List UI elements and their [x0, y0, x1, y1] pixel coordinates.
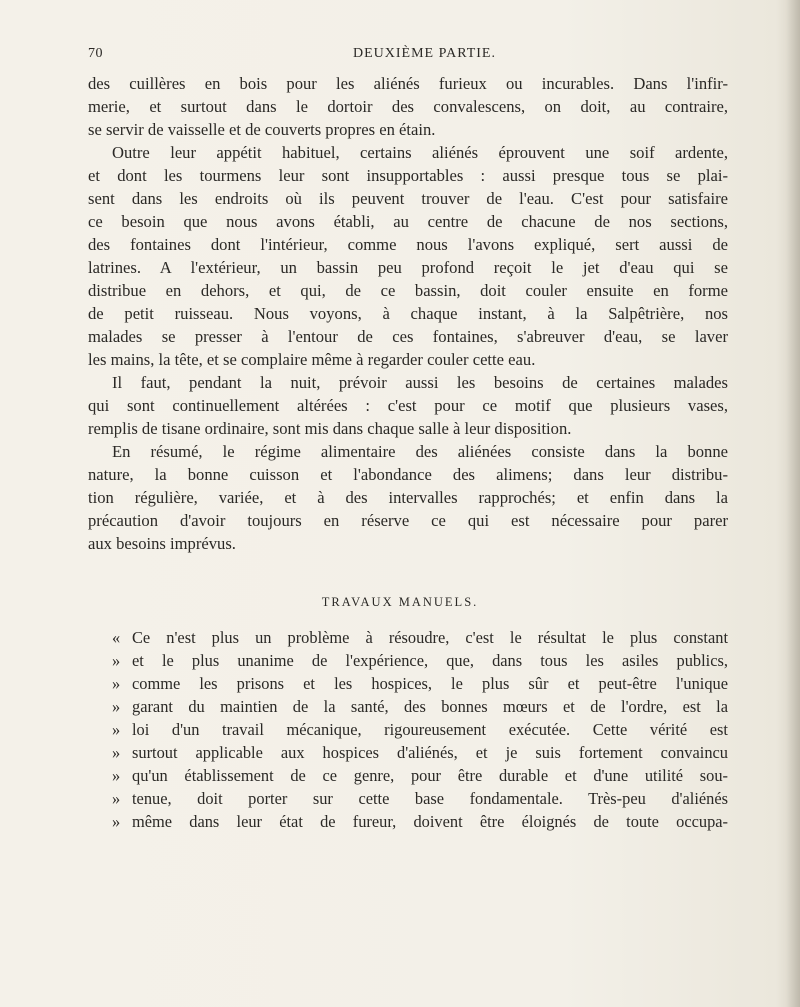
text-line: merie, et surtout dans le dortoir des convalescens, on doit, au contraire, [88, 97, 728, 116]
quote-text: même dans leur état de fureur, doivent être éloignés de toute occupa- [132, 812, 728, 831]
quotation [112, 626, 728, 833]
quote-line [112, 718, 728, 741]
text-line: Outre leur appétit habituel, certains aliénés éprouvent une soif ardente, [112, 143, 728, 162]
text-line: sent dans les endroits où ils peuvent trouver de l'eau. C'est pour satisfaire [88, 189, 728, 208]
text-line: remplis de tisane ordinaire, sont mis dans chaque salle à leur disposition. [88, 419, 572, 438]
quote-line [112, 626, 728, 649]
quote-text: tenue, doit porter sur cette base fondamentale. Très-peu d'aliénés [132, 789, 728, 808]
text-line: En résumé, le régime alimentaire des aliénées consiste dans la bonne [112, 442, 728, 461]
page-header [0, 46, 800, 66]
quote-text: garant du maintien de la santé, des bonnes mœurs et de l'ordre, est la [132, 697, 728, 716]
body-text [88, 72, 728, 555]
quote-text: comme les prisons et les hospices, le plus sûr et peut-être l'unique [132, 674, 728, 693]
quote-line [112, 649, 728, 672]
quote-mark: « [112, 628, 121, 647]
running-title: DEUXIÈME PARTIE. [353, 46, 496, 61]
page-edge-shadow [786, 0, 800, 1007]
text-line: se servir de vaisselle et de couverts propres en étain. [88, 120, 436, 139]
text-line: latrines. A l'extérieur, un bassin peu profond reçoit le jet d'eau qui se [88, 258, 728, 277]
quote-line [112, 810, 728, 833]
text-line: des cuillères en bois pour les aliénés furieux ou incurables. Dans l'infir- [88, 74, 728, 93]
quote-line [112, 672, 728, 695]
quote-text: qu'un établissement de ce genre, pour être durable et d'une utilité sou- [132, 766, 728, 785]
text-line: tion régulière, variée, et à des intervalles rapprochés; et enfin dans la [88, 488, 728, 507]
quote-line [112, 764, 728, 787]
quote-mark: » [112, 697, 121, 716]
quote-mark: » [112, 766, 121, 785]
quote-text: et le plus unanime de l'expérience, que, dans tous les asiles publics, [132, 651, 728, 670]
text-line: précaution d'avoir toujours en réserve ce qui est nécessaire pour parer [88, 511, 728, 530]
quote-line [112, 695, 728, 718]
text-line: ce besoin que nous avons établi, au centre de chacune de nos sections, [88, 212, 728, 231]
text-line: malades se presser à l'entour de ces fontaines, s'abreuver d'eau, se laver [88, 327, 728, 346]
quote-mark: » [112, 651, 121, 670]
quote-mark: » [112, 674, 121, 693]
quote-mark: » [112, 743, 121, 762]
quote-mark: » [112, 720, 121, 739]
quote-mark: » [112, 789, 121, 808]
quote-text: surtout applicable aux hospices d'aliénés, et je suis fortement convaincu [132, 743, 728, 762]
text-line: nature, la bonne cuisson et l'abondance des alimens; dans leur distribu- [88, 465, 728, 484]
text-line: distribue en dehors, et qui, de ce bassin, doit couler ensuite en forme [88, 281, 728, 300]
text-line: les mains, la tête, et se complaire même à regarder couler cette eau. [88, 350, 536, 369]
section-heading: TRAVAUX MANUELS. [321, 595, 479, 609]
text-line: qui sont continuellement altérées : c'est pour ce motif que plusieurs vases, [88, 396, 728, 415]
text-line: de petit ruisseau. Nous voyons, à chaque instant, à la Salpêtrière, nos [88, 304, 728, 323]
quote-line [112, 741, 728, 764]
text-line: et dont les tourmens leur sont insupportables : aussi presque tous se plai- [88, 166, 728, 185]
quote-text: Ce n'est plus un problème à résoudre, c'est le résultat le plus constant [132, 628, 728, 647]
text-line: des fontaines dont l'intérieur, comme nous l'avons expliqué, sert aussi de [88, 235, 728, 254]
text-line: aux besoins imprévus. [88, 534, 236, 553]
page-number: 70 [88, 46, 103, 61]
text-line: Il faut, pendant la nuit, prévoir aussi les besoins de certaines malades [112, 373, 728, 392]
quote-line [112, 787, 728, 810]
quote-mark: » [112, 812, 121, 831]
quote-text: loi d'un travail mécanique, rigoureusement exécutée. Cette vérité est [132, 720, 728, 739]
